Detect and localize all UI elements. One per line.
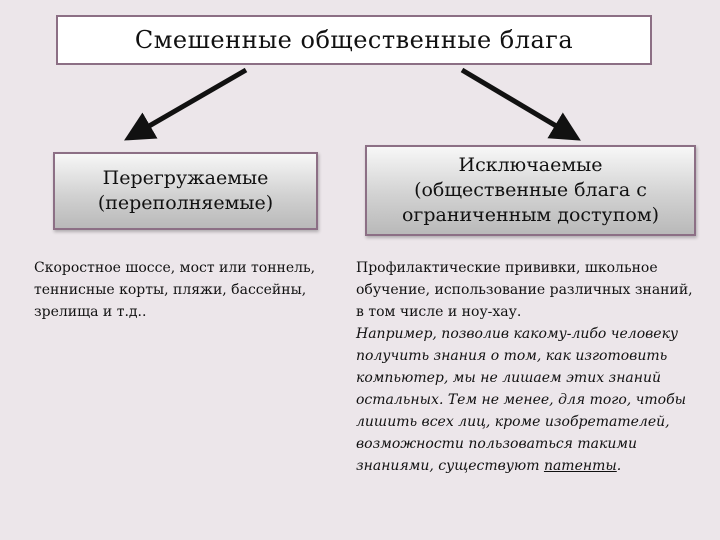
category-box-overloaded: [53, 152, 318, 230]
excludable-example-text: Например, позволив какому-либо человеку получить знания о том, как изготовить компьютер, мы не лишаем этих знаний остальных. Тем не менее, для того, чтобы лишить всех лиц, кроме изобретателей, возможности пользоваться такими знаниями, существуют: [356, 326, 687, 474]
category-box-excludable: [365, 145, 696, 236]
category-heading-excludable: Исключаемые (общественные блага с ограниченным доступом): [401, 154, 660, 226]
overloaded-description: [34, 257, 334, 323]
title-text: Смешенные общественные блага: [134, 26, 574, 54]
excludable-example-end: .: [616, 458, 622, 474]
patents-link: патенты: [543, 458, 617, 474]
arrow-right: [462, 70, 568, 133]
excludable-description-text: Профилактические прививки, школьное обучение, использование различных знаний, в том числе и ноу-хау.: [356, 260, 693, 320]
category-heading-overloaded: Перегружаемые (переполняемые): [97, 167, 274, 214]
title-box: [56, 15, 652, 65]
overloaded-description-text: Скоростное шоссе, мост или тоннель, теннисные корты, пляжи, бассейны, зрелища и т.д..: [34, 260, 316, 320]
arrow-left: [137, 70, 246, 133]
excludable-example: [356, 323, 696, 477]
excludable-description: [356, 257, 696, 477]
